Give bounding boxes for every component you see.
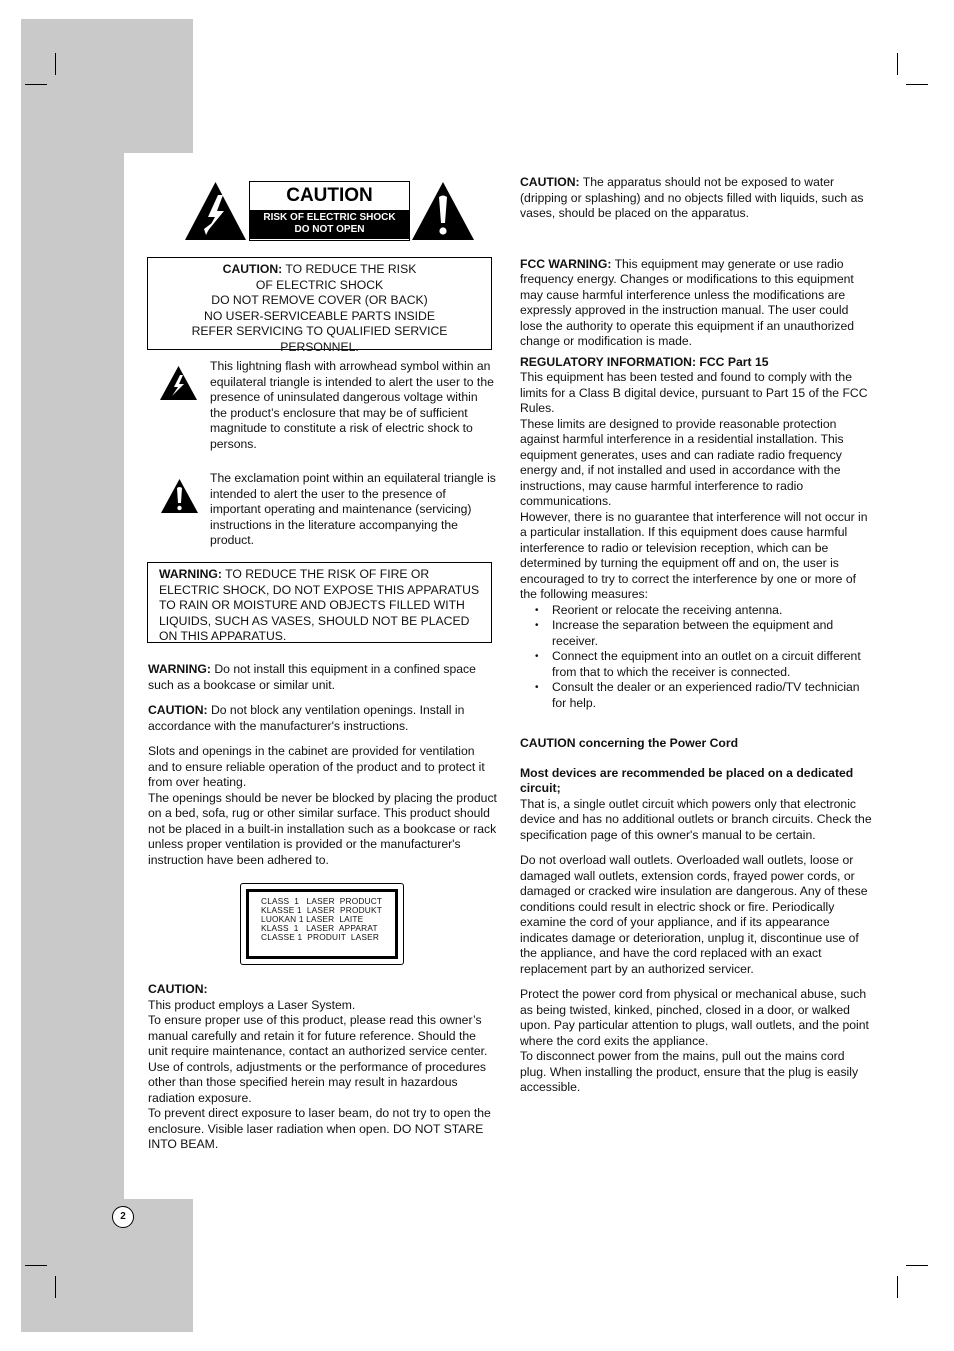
laser-paragraph: This product employs a Laser System. xyxy=(148,997,356,1012)
caution-notice-line: REFER SERVICING TO QUALIFIED SERVICE xyxy=(191,324,448,338)
install-warning-label: WARNING: xyxy=(148,662,211,676)
caution-notice-text: TO REDUCE THE RISK xyxy=(282,262,417,276)
regulatory-paragraph: However, there is no guarantee that interference will not occur in a particular installation. If this equipment does cause harmful interference to radio or television reception, which can be determined by turning the equipment off and on, the user is encouraged to try to correct the interference by one or more of the following measures: xyxy=(520,509,868,601)
gray-margin-left xyxy=(21,153,124,1199)
regulatory-paragraph: This equipment has been tested and found to comply with the limits for a Class B digital device, pursuant to Part 15 of the FCC Rules. xyxy=(520,370,868,415)
install-warning-text: Do not install this equipment in a confined space such as a bookcase or similar unit. xyxy=(148,662,476,692)
gray-margin-top xyxy=(21,19,193,153)
left-column xyxy=(148,662,498,868)
caution-notice-line: PERSONNEL. xyxy=(280,339,359,354)
power-cord-heading: CAUTION concerning the Power Cord xyxy=(520,736,739,750)
list-item: • Reorient or relocate the receiving antenna. xyxy=(520,603,872,619)
power-cord-paragraph: To disconnect power from the mains, pull out the mains cord plug. When installing the product, ensure that the plug is easily accessible. xyxy=(520,1049,859,1094)
caution-subtitle-line: DO NOT OPEN xyxy=(294,224,365,235)
laser-caution-section xyxy=(148,982,498,1153)
caution-notice-line: OF ELECTRIC SHOCK xyxy=(255,277,384,292)
warning-notice-label: WARNING: xyxy=(159,567,222,581)
laser-paragraph: To ensure proper use of this product, please read this owner’s manual carefully and retain it for future reference. Should the unit require maintenance, contact an authorized service center. xyxy=(148,1013,488,1058)
crop-mark xyxy=(906,84,928,85)
power-cord-paragraph: That is, a single outlet circuit which powers only that electronic device and has no additional outlets or branch circuits. Check the specification page of this owner's manual to be certain. xyxy=(520,796,872,842)
crop-mark xyxy=(897,1276,898,1298)
lightning-warning-icon xyxy=(184,181,247,241)
exclamation-warning-icon xyxy=(411,181,475,241)
caution-notice-line: NO USER-SERVICEABLE PARTS INSIDE xyxy=(204,308,435,323)
caution-notice-line: DO NOT REMOVE COVER (OR BACK) xyxy=(211,293,428,307)
lightning-symbol-icon xyxy=(159,365,198,401)
regulatory-heading: REGULATORY INFORMATION: FCC Part 15 xyxy=(520,354,769,369)
measures-list xyxy=(520,603,872,712)
ventilation-caution-label: CAUTION: xyxy=(148,703,208,717)
list-item: • Consult the dealer or an experienced radio/TV technician for help. xyxy=(520,680,872,711)
power-cord-subheading: Most devices are recommended be placed on a dedicated circuit; xyxy=(520,765,854,795)
warning-notice-text: TO REDUCE THE RISK OF FIRE OR ELECTRIC SHOCK, DO NOT EXPOSE THIS APPARATUS TO RAIN OR MOISTURE AND OBJECTS FILLED WITH LIQUIDS, SUCH AS VASES, SHOULD NOT BE PLACED ON THIS APPARATUS. xyxy=(159,567,480,643)
caution-subtitle-line: RISK OF ELECTRIC SHOCK xyxy=(263,212,396,223)
warning-notice-paragraph xyxy=(159,567,483,645)
right-column xyxy=(520,175,872,1096)
crop-mark xyxy=(25,84,47,85)
crop-mark xyxy=(906,1265,928,1266)
water-caution-text: The apparatus should not be exposed to water (dripping or splashing) and no objects filled with liquids, such as vases, should be placed on the apparatus. xyxy=(520,175,864,220)
install-warning-paragraph xyxy=(148,662,498,693)
warning-notice-box xyxy=(147,562,492,643)
crop-mark xyxy=(897,53,898,75)
power-cord-paragraph: Do not overload wall outlets. Overloaded wall outlets, loose or damaged wall outlets, extension cords, frayed power cords, or damaged or cracked wire insulation are dangerous. Any of these conditions could result in electric shock or fire. Periodically examine the cord of your appliance, and if its appearance indicates damage or deterioration, unplug it, discontinue use of the appliance, and have the cord replaced with an exact replacement part by an authorized servicer. xyxy=(520,853,868,976)
fcc-warning-text: This equipment may generate or use radio frequency energy. Changes or modifications to this equipment may cause harmful interference unless the modifications are expressly approved in the instruction manual. The user could lose the authority to operate this equipment if an unauthorized change or modification is made. xyxy=(520,256,855,348)
laser-label-text: CLASS 1 LASER PRODUCT KLASSE 1 LASER PRODUKT LUOKAN 1 LASER LAITE KLASS 1 LASER APPARAT CLASSE 1 PRODUIT LASER xyxy=(261,896,383,942)
caution-notice-line xyxy=(148,262,491,278)
fcc-warning-label: FCC WARNING: xyxy=(520,256,612,271)
laser-paragraph: To prevent direct exposure to laser beam, do not try to open the enclosure. Visible laser radiation when open. DO NOT STARE INTO BEAM. xyxy=(148,1106,491,1151)
regulatory-paragraph: These limits are designed to provide reasonable protection against harmful interference in a residential installation. This equipment generates, uses and can radiate radio frequency energy and, if not installed and used in accordance with the instructions, may cause harmful interference to radio communications. xyxy=(520,416,844,508)
caution-label-box xyxy=(249,181,410,241)
exclamation-symbol-icon xyxy=(160,478,199,514)
crop-mark xyxy=(25,1265,47,1266)
fcc-warning-paragraph xyxy=(520,257,872,350)
water-caution-label: CAUTION: xyxy=(520,175,580,189)
laser-product-label xyxy=(240,883,404,965)
ventilation-caution-text: Do not block any ventilation openings. Install in accordance with the manufacturer's instructions. xyxy=(148,703,465,733)
power-cord-paragraph: Protect the power cord from physical or mechanical abuse, such as being twisted, kinked, pinched, closed in a door, or walked upon. Pay particular attention to plugs, wall outlets, and the point where the cord exits the appliance. xyxy=(520,987,869,1048)
lightning-symbol-text: This lightning flash with arrowhead symbol within an equilateral triangle is intended to alert the user to the presence of uninsulated dangerous voltage within the product’s enclosure that may be of sufficient magnitude to constitute a risk of electric shock to persons. xyxy=(210,359,494,451)
crop-mark xyxy=(55,53,56,75)
caution-subtitle xyxy=(250,210,409,239)
crop-mark xyxy=(55,1276,56,1298)
caution-notice-label: CAUTION: xyxy=(222,262,283,276)
list-item: • Increase the separation between the equipment and receiver. xyxy=(520,618,872,649)
page-number: 2 xyxy=(112,1206,134,1228)
ventilation-caution-paragraph xyxy=(148,703,498,734)
laser-caution-label: CAUTION: xyxy=(148,982,208,996)
list-item: • Connect the equipment into an outlet on a circuit different from that to which the receiver is connected. xyxy=(520,649,872,680)
laser-paragraph: Use of controls, adjustments or the performance of procedures other than those specified herein may result in hazardous radiation exposure. xyxy=(148,1059,487,1105)
openings-paragraph: The openings should be never be blocked by placing the product on a bed, sofa, rug or other similar surface. This product should not be placed in a built-in installation such as a bookcase or rack unless proper ventilation is provided or the manufacturer's instruction have been adhered to. xyxy=(148,790,497,867)
exclamation-symbol-text: The exclamation point within an equilateral triangle is intended to alert the user to the presence of important operating and maintenance (servicing) instructions in the literature accompanying the product. xyxy=(210,471,496,547)
water-caution-paragraph xyxy=(520,175,872,222)
caution-title: CAUTION xyxy=(286,185,373,206)
caution-notice-box xyxy=(147,257,492,354)
slots-paragraph: Slots and openings in the cabinet are provided for ventilation and to ensure reliable operation of the product and to protect it from over heating. xyxy=(148,744,485,789)
